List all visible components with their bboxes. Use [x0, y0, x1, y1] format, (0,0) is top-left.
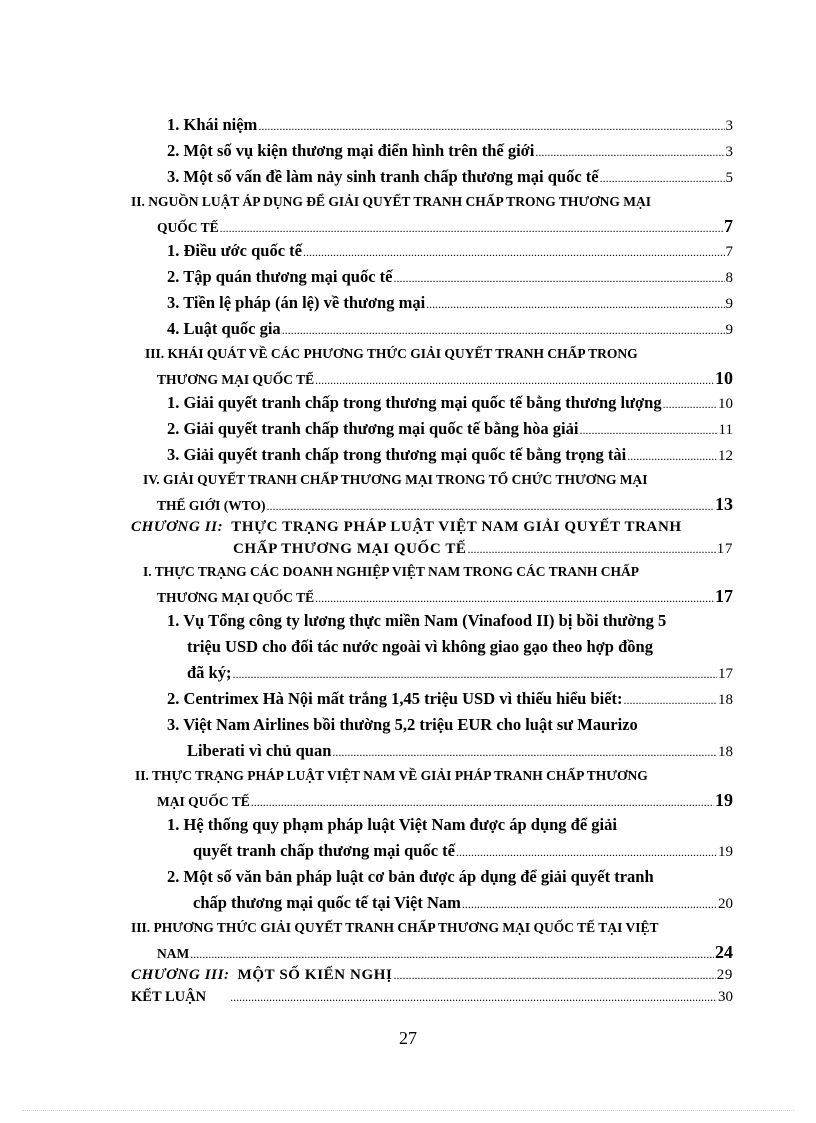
dot-leader: [663, 391, 717, 416]
toc-entry[interactable]: 3. Tiền lệ pháp (án lệ) về thương mại ..... 9: [131, 290, 733, 316]
toc-section-heading[interactable]: THƯƠNG MẠI QUỐC TẾ ..... 10: [131, 366, 733, 390]
toc-entry[interactable]: Liberati vì chủ quan ..... 18: [131, 738, 733, 764]
dot-leader: [315, 586, 714, 608]
toc-section-heading[interactable]: MẠI QUỐC TẾ ..... 19: [131, 788, 733, 812]
dot-leader: [456, 839, 717, 864]
dot-leader: [258, 113, 724, 138]
toc-entry[interactable]: 3. Một số vấn đề làm nảy sinh tranh chấp thương mại quốc tế ..... 5: [131, 164, 733, 190]
dot-leader: [251, 790, 714, 812]
dot-leader: [393, 964, 715, 986]
dot-leader: [624, 687, 717, 712]
dot-leader: [627, 443, 717, 468]
toc-entry[interactable]: 1. Khái niệm ..... 3: [131, 112, 733, 138]
dot-leader: [394, 265, 725, 290]
dot-leader: [267, 494, 714, 516]
toc-entry[interactable]: triệu USD cho đối tác nước ngoài vì không giao gạo theo hợp đồng: [187, 637, 653, 656]
dot-leader: [315, 368, 714, 390]
dot-leader: [230, 986, 717, 1008]
toc-section-heading[interactable]: III. PHƯƠNG THỨC GIẢI QUYẾT TRANH CHẤP THƯƠNG MẠI QUỐC TẾ TẠI VIỆT: [131, 920, 659, 935]
toc-entry[interactable]: 1. Hệ thống quy phạm pháp luật Việt Nam được áp dụng để giải: [167, 815, 617, 834]
toc-chapter-heading[interactable]: CHƯƠNG III: MỘT SỐ KIẾN NGHỊ ..... 29: [131, 964, 733, 986]
toc-entry[interactable]: 1. Vụ Tổng công ty lương thực miền Nam (Vinafood II) bị bồi thường 5: [167, 611, 667, 630]
dot-leader: [468, 538, 716, 560]
toc-section-heading[interactable]: IV. GIẢI QUYẾT TRANH CHẤP THƯƠNG MẠI TRONG TỔ CHỨC THƯƠNG MẠI: [143, 472, 648, 487]
toc-section-heading[interactable]: III. KHÁI QUÁT VỀ CÁC PHƯƠNG THỨC GIẢI QUYẾT TRANH CHẤP TRONG: [145, 346, 638, 361]
toc-entry[interactable]: 4. Luật quốc gia ..... 9: [131, 316, 733, 342]
toc-entry[interactable]: 3. Việt Nam Airlines bồi thường 5,2 triệu EUR cho luật sư Maurizo: [167, 715, 638, 734]
dot-leader: [579, 417, 717, 442]
table-of-contents: [131, 112, 733, 1008]
dot-leader: [303, 239, 725, 264]
dot-leader: [190, 942, 714, 964]
dot-leader: [332, 739, 717, 764]
dot-leader: [426, 291, 724, 316]
chapter-prefix: CHƯƠNG III:: [131, 967, 230, 983]
dot-leader: [462, 891, 717, 916]
page-number: 27: [399, 1028, 417, 1048]
toc-chapter-heading[interactable]: CHẤP THƯƠNG MẠI QUỐC TẾ ..... 17: [131, 538, 733, 560]
toc-section-heading[interactable]: QUỐC TẾ ..... 7: [131, 214, 733, 238]
toc-entry[interactable]: 2. Centrimex Hà Nội mất trắng 1,45 triệu USD vì thiếu hiểu biết: ..... 18: [131, 686, 733, 712]
toc-section-heading[interactable]: THẾ GIỚI (WTO) ..... 13: [131, 492, 733, 516]
toc-section-heading[interactable]: II. THỰC TRẠNG PHÁP LUẬT VIỆT NAM VỀ GIẢI PHÁP TRANH CHẤP THƯƠNG: [135, 768, 648, 783]
dot-leader: [535, 139, 724, 164]
toc-entry[interactable]: 2. Giải quyết tranh chấp thương mại quốc tế bằng hòa giải ..... 11: [131, 416, 733, 442]
toc-section-heading[interactable]: I. THỰC TRẠNG CÁC DOANH NGHIỆP VIỆT NAM TRONG CÁC TRANH CHẤP: [143, 564, 640, 579]
toc-entry[interactable]: chấp thương mại quốc tế tại Việt Nam ..... 20: [131, 890, 733, 916]
toc-entry[interactable]: 1. Giải quyết tranh chấp trong thương mại quốc tế bằng thương lượng ..... 10: [131, 390, 733, 416]
toc-entry[interactable]: đã ký; ..... 17: [131, 660, 733, 686]
page-bottom-edge: [22, 1110, 794, 1111]
dot-leader: [600, 165, 725, 190]
toc-entry-conclusion[interactable]: KẾT LUẬN ..... 30: [131, 986, 733, 1008]
dot-leader: [232, 661, 717, 686]
toc-entry[interactable]: 2. Một số vụ kiện thương mại điển hình trên thế giới ..... 3: [131, 138, 733, 164]
toc-section-heading[interactable]: II. NGUỒN LUẬT ÁP DỤNG ĐỂ GIẢI QUYẾT TRANH CHẤP TRONG THƯƠNG MẠI: [131, 194, 651, 209]
toc-entry[interactable]: quyết tranh chấp thương mại quốc tế ..... 19: [131, 838, 733, 864]
toc-section-heading[interactable]: THƯƠNG MẠI QUỐC TẾ ..... 17: [131, 584, 733, 608]
toc-entry[interactable]: 2. Tập quán thương mại quốc tế ..... 8: [131, 264, 733, 290]
toc-entry[interactable]: 3. Giải quyết tranh chấp trong thương mại quốc tế bằng trọng tài ..... 12: [131, 442, 733, 468]
toc-entry[interactable]: 1. Điều ước quốc tế ..... 7: [131, 238, 733, 264]
toc-chapter-heading[interactable]: CHƯƠNG II: THỰC TRẠNG PHÁP LUẬT VIỆT NAM GIẢI QUYẾT TRANH: [131, 516, 733, 538]
chapter-prefix: CHƯƠNG II:: [131, 519, 224, 535]
toc-entry[interactable]: 2. Một số văn bản pháp luật cơ bản được áp dụng để giải quyết tranh: [167, 867, 654, 886]
toc-section-heading[interactable]: NAM ..... 24: [131, 940, 733, 964]
dot-leader: [282, 317, 725, 342]
dot-leader: [220, 216, 723, 238]
